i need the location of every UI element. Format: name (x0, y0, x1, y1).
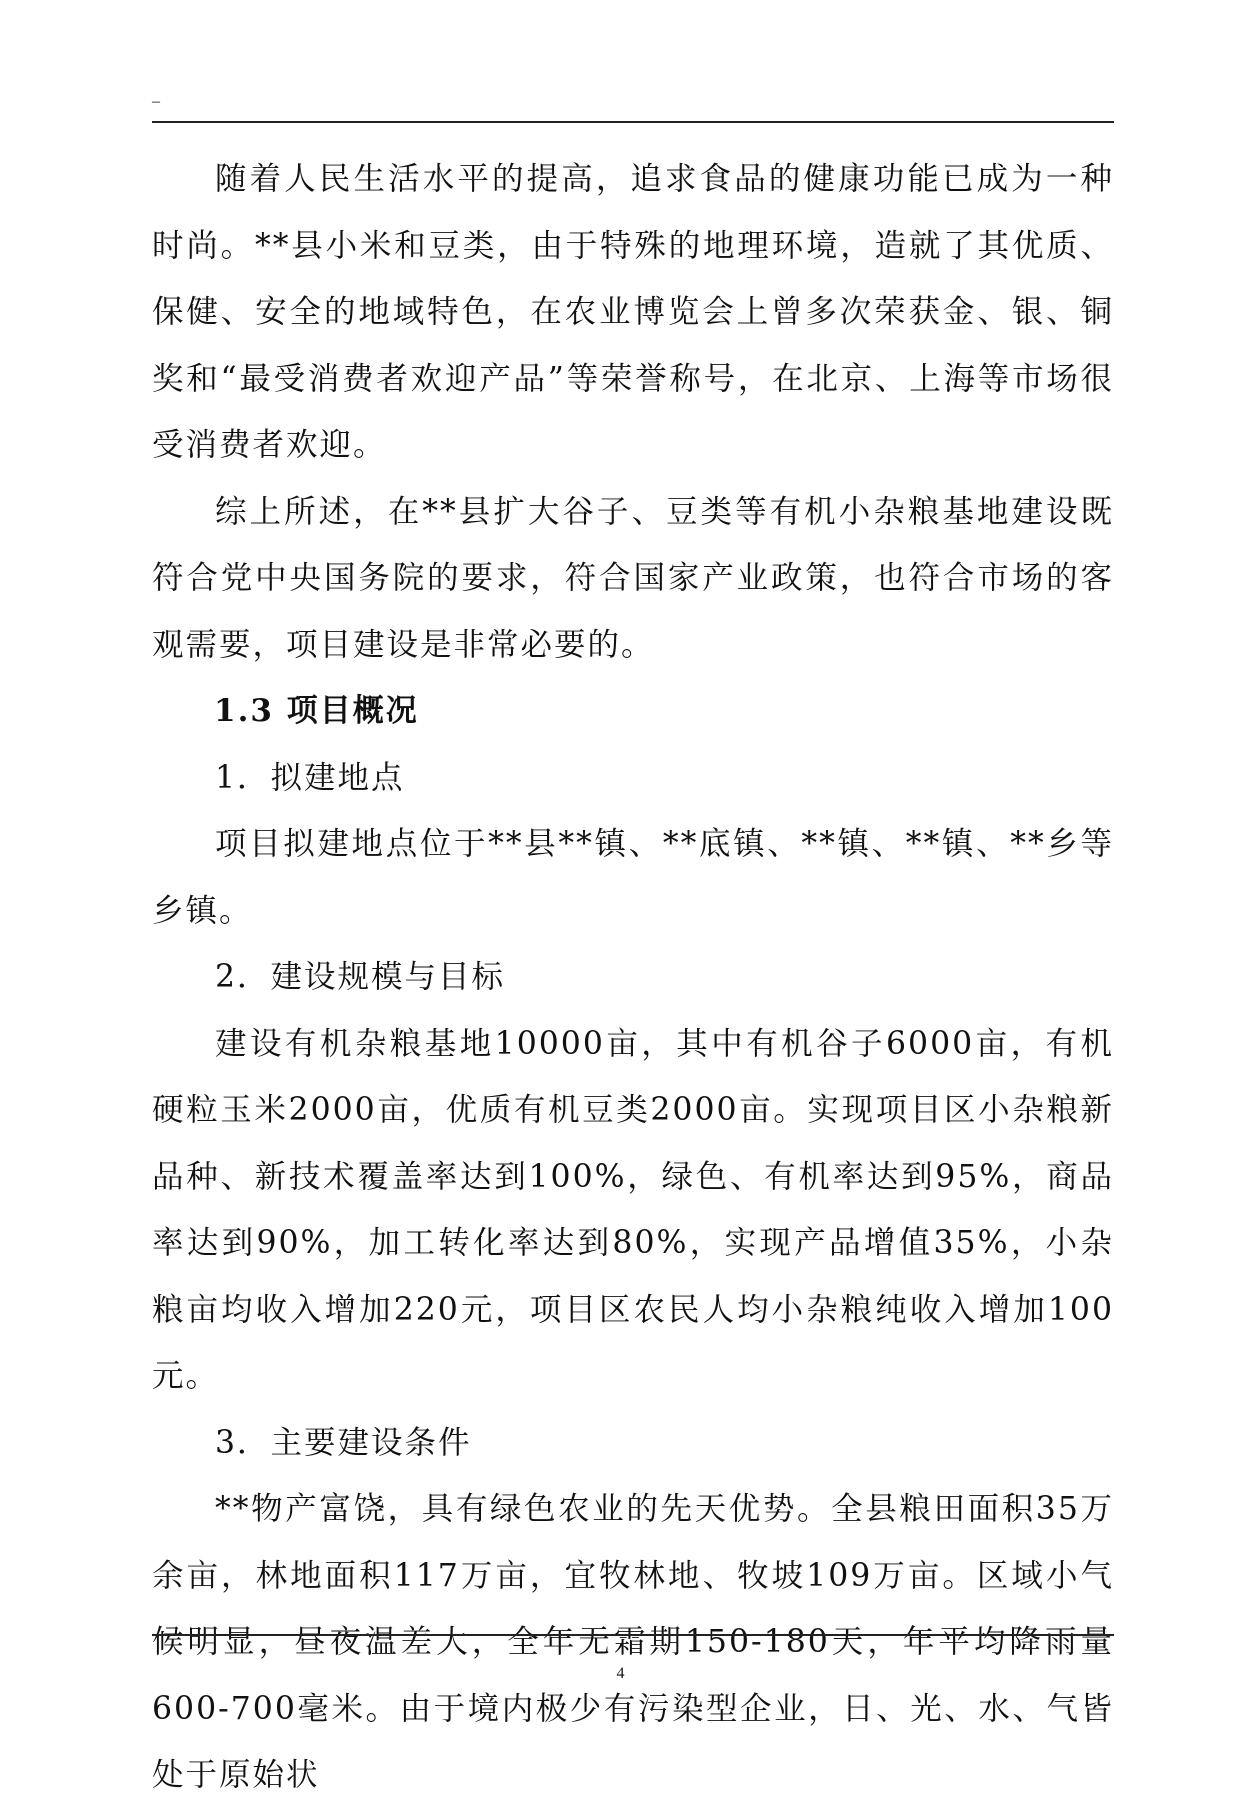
subheading-location: 1．拟建地点 (215, 759, 405, 796)
subheading-scale-goals: 2．建设规模与目标 (215, 959, 506, 995)
paragraph-summary: 综上所述，在**县扩大谷子、豆类等有机小杂粮基地建设既符合党中央国务院的要求，符合国家产业政策，也符合市场的客观需要，项目建设是非常必要的。 (152, 493, 1114, 663)
section-heading-project-overview: 1.3 项目概况 (214, 693, 419, 729)
page-body (152, 146, 1114, 1809)
paragraph-health-trend: 随着人民生活水平的提高，追求食品的健康功能已成为一种时尚。**县小米和豆类，由于特殊的地理环境，造就了其优质、保健、安全的地域特色，在农业博览会上曾多次荣获金、银、铜奖和“最受消费者欢迎产品”等荣誉称号，在北京、上海等市场很受消费者欢迎。 (152, 161, 1114, 463)
paragraph-conditions: **物产富饶，具有绿色农业的先天优势。全县粮田面积35万余亩，林地面积117万亩，宜牧林地、牧坡109万亩。区域小气候明显，昼夜温差大，全年无霜期150-180天，年平均降雨量600-700毫米。由于境内极少有污染型企业，日、光、水、气皆处于原始状 (152, 1491, 1114, 1793)
page-number: 4 (616, 1665, 625, 1682)
subheading-conditions: 3．主要建设条件 (215, 1424, 472, 1461)
header-mark: – (152, 93, 160, 110)
paragraph-location: 项目拟建地点位于**县**镇、**底镇、**镇、**镇、**乡等乡镇。 (152, 826, 1114, 929)
paragraph-scale-goals: 建设有机杂粮基地10000亩，其中有机谷子6000亩，有机硬粒玉米2000亩，优质有机豆类2000亩。实现项目区小杂粮新品种、新技术覆盖率达到100%，绿色、有机率达到95%，商品率达到90%，加工转化率达到80%，实现产品增值35%，小杂粮亩均收入增加220元，项目区农民人均小杂粮纯收入增加100元。 (152, 1025, 1114, 1394)
footer-rule (152, 1634, 1114, 1636)
header-rule (152, 121, 1114, 123)
